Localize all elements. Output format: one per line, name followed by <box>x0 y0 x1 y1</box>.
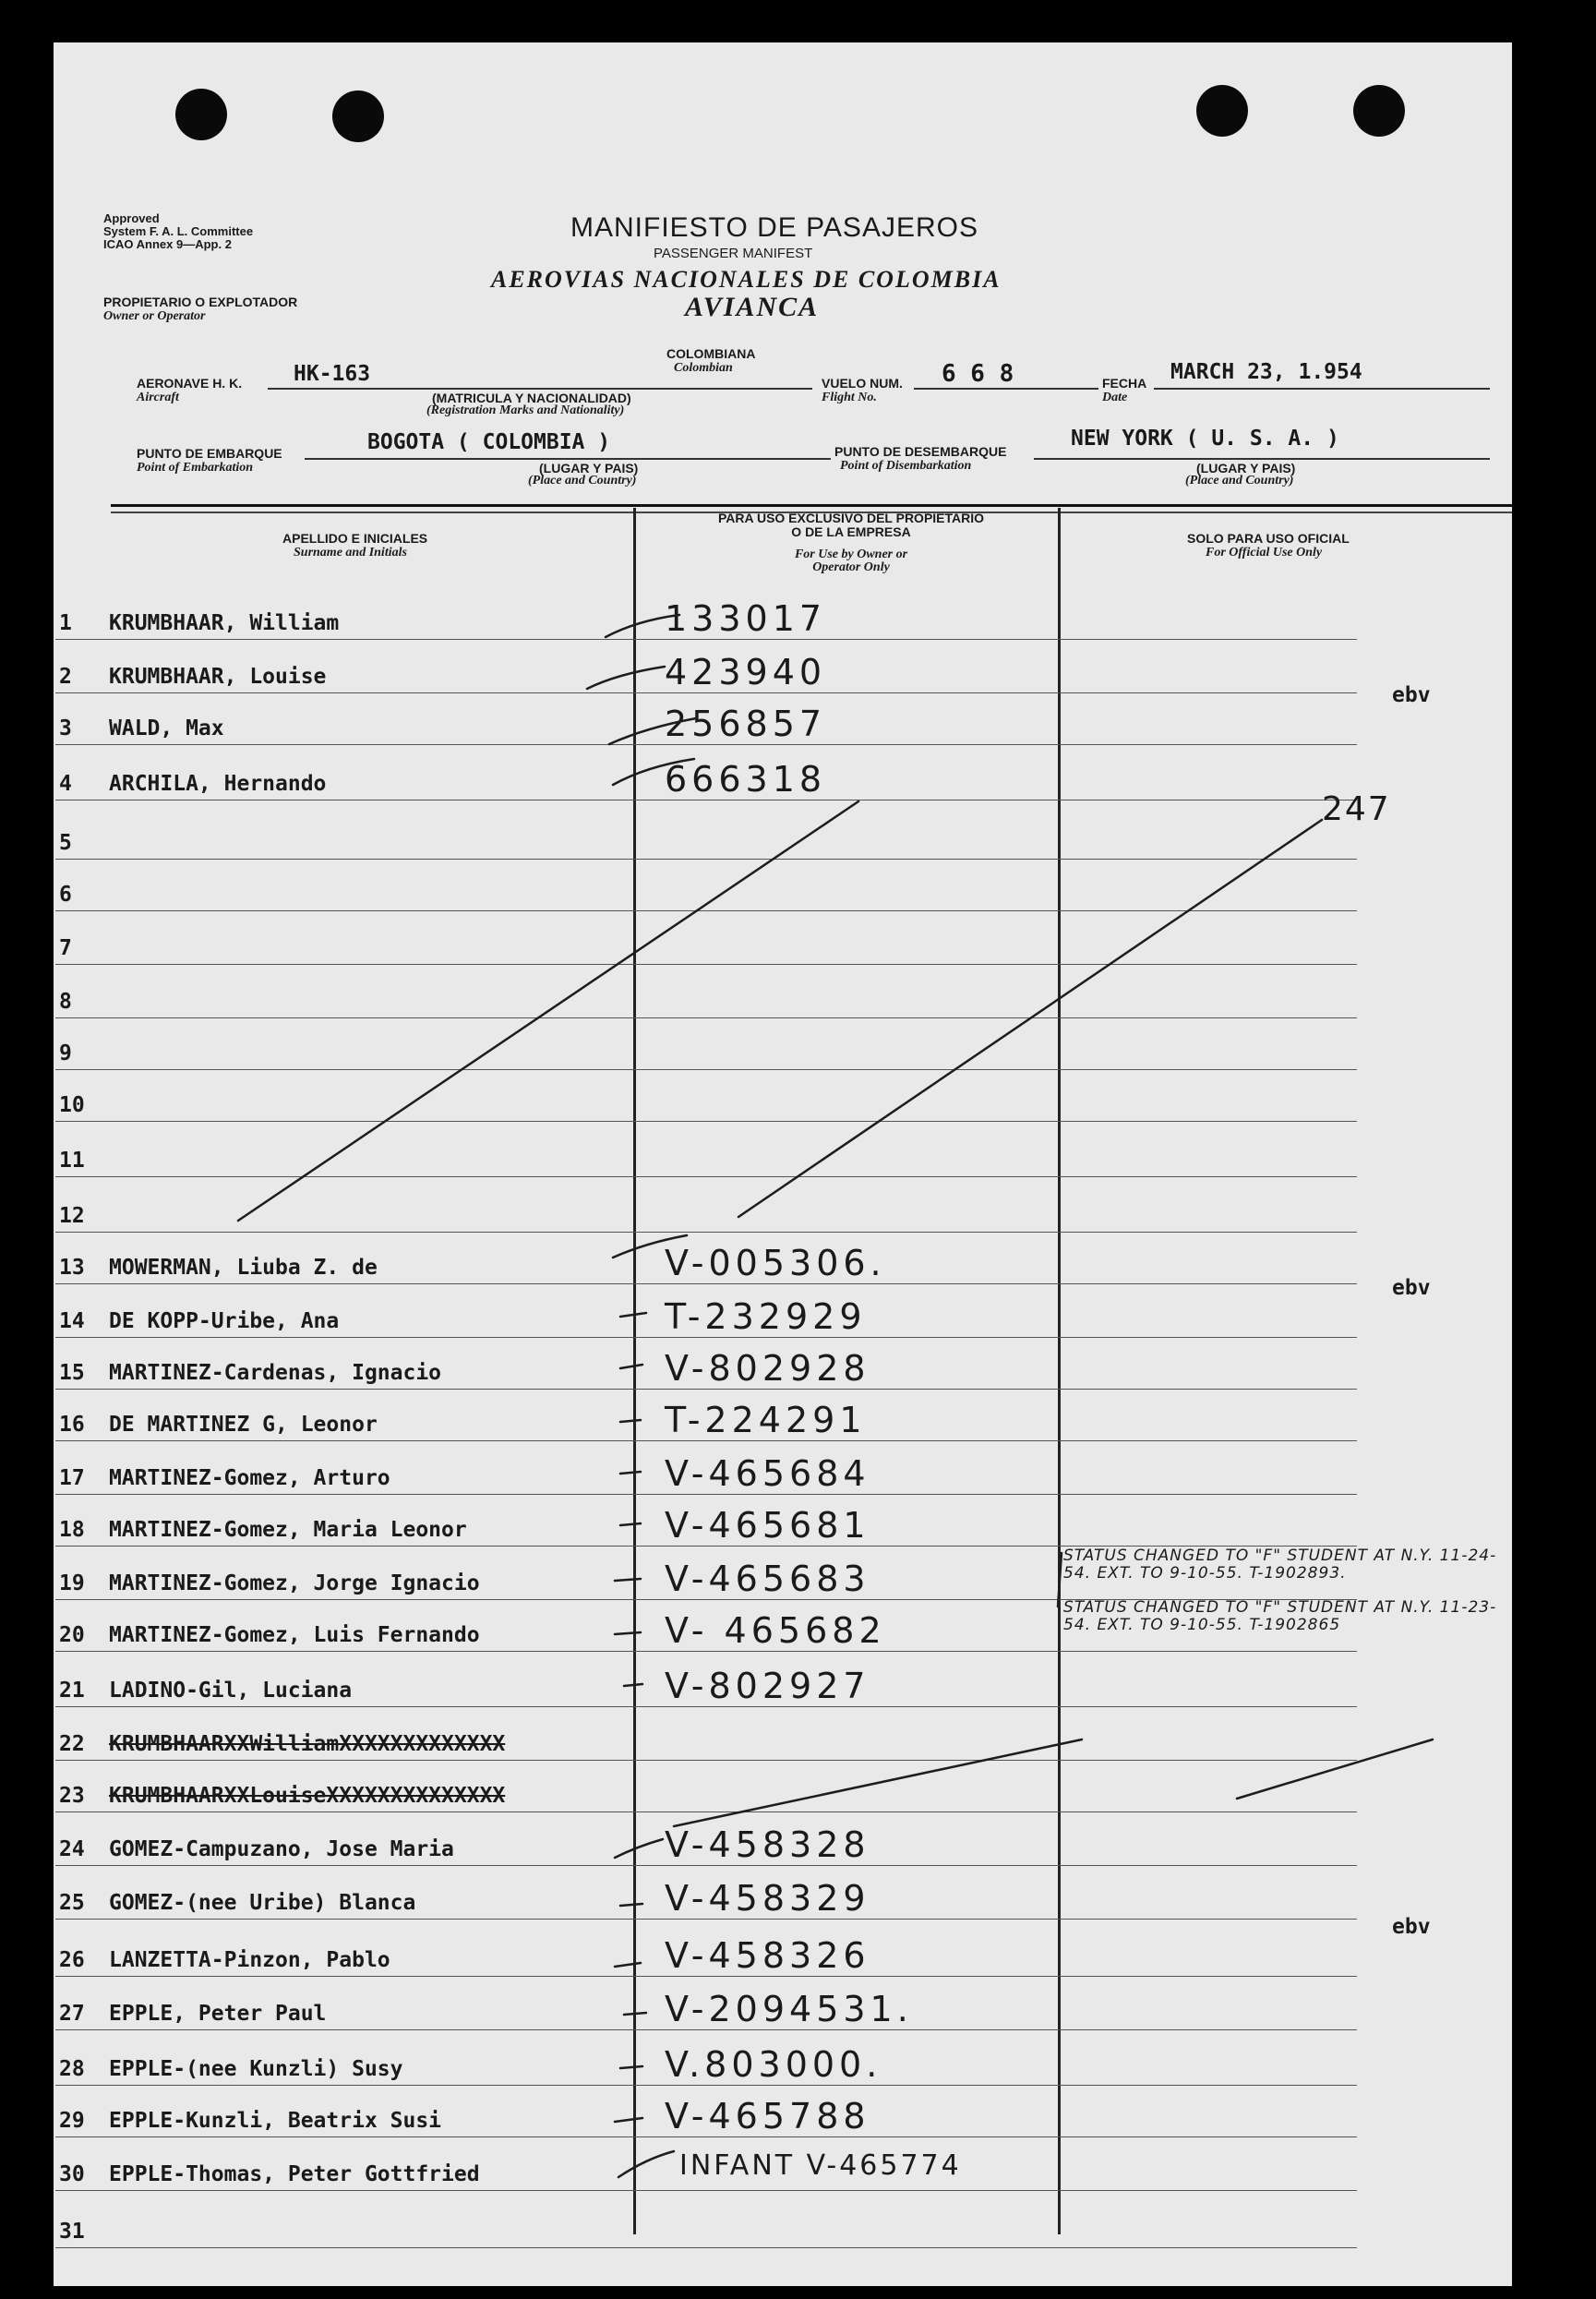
passenger-name: EPPLE-(nee Kunzli) Susy <box>109 2057 403 2081</box>
passenger-name: GOMEZ-Campuzano, Jose Maria <box>109 1837 454 1861</box>
date-label: FECHA <box>1102 376 1147 391</box>
date-value: MARCH 23, 1.954 <box>1170 360 1362 384</box>
passenger-name: ARCHILA, Hernando <box>109 772 327 796</box>
passenger-name: GOMEZ-(nee Uribe) Blanca <box>109 1891 416 1915</box>
tick-20 <box>615 1632 641 1634</box>
tick-25 <box>620 1904 642 1906</box>
passenger-name: EPPLE-Kunzli, Beatrix Susi <box>109 2109 442 2133</box>
tick-17 <box>620 1472 641 1474</box>
row-number: 1 <box>59 611 72 635</box>
document-number: V-465683 <box>665 1559 870 1599</box>
official-note: STATUS CHANGED TO "F" STUDENT AT N.Y. 11-24-54. EXT. TO 9-10-55. T-1902893. <box>1063 1547 1497 1583</box>
approval-line-2: System F. A. L. Committee <box>103 224 254 238</box>
passenger-name: EPPLE-Thomas, Peter Gottfried <box>109 2162 480 2186</box>
document-number: V-465684 <box>665 1453 870 1494</box>
row-number: 29 <box>59 2109 85 2133</box>
document-number: V-802928 <box>665 1348 870 1389</box>
tick-13 <box>613 1235 687 1258</box>
tick-4 <box>613 759 694 785</box>
row-number: 30 <box>59 2162 85 2186</box>
official-note: ebv <box>1392 683 1431 707</box>
owner-header-en-line-1: For Use by Owner or <box>794 548 908 561</box>
tick-30 <box>618 2151 674 2177</box>
row-number: 19 <box>59 1571 85 1595</box>
passenger-name: LADINO-Gil, Luciana <box>109 1679 353 1703</box>
passenger-name: MOWERMAN, Liuba Z. de <box>109 1256 378 1280</box>
passenger-name: DE MARTINEZ G, Leonor <box>109 1413 378 1437</box>
aircraft-value: HK-163 <box>294 362 371 386</box>
row-number: 2 <box>59 665 72 689</box>
row-number: 28 <box>59 2057 85 2081</box>
registration-label: (MATRICULA Y NACIONALIDAD) <box>432 391 631 405</box>
owner-header-en-line-2: Operator Only <box>812 560 890 574</box>
owner-label: PROPIETARIO O EXPLOTADOR <box>103 295 298 309</box>
tick-15 <box>620 1365 642 1368</box>
embark-value: BOGOTA ( COLOMBIA ) <box>367 430 611 454</box>
nationality-label: COLOMBIANA <box>666 346 756 361</box>
row-number: 10 <box>59 1093 85 1117</box>
tick-26 <box>615 1963 641 1967</box>
row-number: 22 <box>59 1732 85 1756</box>
disembark-place-label: (LUGAR Y PAIS) <box>1196 461 1296 475</box>
tick-16 <box>620 1420 641 1422</box>
row-number: 18 <box>59 1518 85 1542</box>
document-number: V- 465682 <box>665 1610 886 1651</box>
tick-27 <box>624 2013 646 2015</box>
passenger-name: KRUMBHAAR, William <box>109 611 340 635</box>
void-slash-left <box>238 801 858 1221</box>
row-number: 5 <box>59 831 72 855</box>
passenger-name: DE KOPP-Uribe, Ana <box>109 1309 340 1333</box>
tick-24 <box>615 1839 663 1858</box>
passenger-name: KRUMBHAARXXWilliamXXXXXXXXXXXXX <box>109 1732 506 1756</box>
official-note: STATUS CHANGED TO "F" STUDENT AT N.Y. 11-23-54. EXT. TO 9-10-55. T-1902865 <box>1063 1598 1497 1634</box>
passenger-name: MARTINEZ-Cardenas, Ignacio <box>109 1361 442 1385</box>
passenger-name: MARTINEZ-Gomez, Arturo <box>109 1466 390 1490</box>
airline-name: AEROVIAS NACIONALES DE COLOMBIA <box>491 266 1002 293</box>
row-number: 16 <box>59 1413 85 1437</box>
tick-21 <box>624 1684 642 1686</box>
document-number: V-458328 <box>665 1824 870 1865</box>
row-number: 27 <box>59 2002 85 2026</box>
document-number: 133017 <box>665 598 827 639</box>
row-number: 21 <box>59 1679 85 1703</box>
row-number: 25 <box>59 1891 85 1915</box>
embark-place-label: (LUGAR Y PAIS) <box>539 461 639 475</box>
official-column-header-en: For Official Use Only <box>1206 546 1323 560</box>
owner-header-line-2: O DE LA EMPRESA <box>791 524 911 539</box>
disembark-place-label-en: (Place and Country) <box>1185 474 1294 487</box>
document-number: T-232929 <box>665 1296 867 1337</box>
document-number: INFANT V-465774 <box>679 2149 962 2182</box>
document-number: V-465681 <box>665 1505 870 1546</box>
document-number: V-802927 <box>665 1666 870 1706</box>
document-number: V-005306. <box>665 1243 886 1283</box>
flight-value: 6 6 8 <box>942 360 1014 388</box>
passenger-name: EPPLE, Peter Paul <box>109 2002 327 2026</box>
row-number: 17 <box>59 1466 85 1490</box>
page-title: MANIFIESTO DE PASAJEROS <box>570 212 978 243</box>
official-note: 247 <box>1322 790 1391 828</box>
tick-3 <box>609 718 696 744</box>
row-number: 3 <box>59 716 72 740</box>
airline-brand: AVIANCA <box>685 292 820 322</box>
passenger-name: MARTINEZ-Gomez, Maria Leonor <box>109 1518 467 1542</box>
row-number: 7 <box>59 936 72 960</box>
date-label-en: Date <box>1102 391 1128 404</box>
tick-28 <box>620 2066 642 2068</box>
row-number: 9 <box>59 1041 72 1065</box>
tick-18 <box>620 1523 641 1525</box>
embark-label-en: Point of Embarkation <box>137 461 254 475</box>
document-number: V-458329 <box>665 1878 870 1919</box>
nationality-label-en: Colombian <box>674 361 733 375</box>
embark-label: PUNTO DE EMBARQUE <box>137 446 282 461</box>
disembark-label-en: Point of Disembarkation <box>840 459 972 473</box>
tick-29 <box>615 2118 642 2122</box>
row-number: 15 <box>59 1361 85 1385</box>
disembark-label: PUNTO DE DESEMBARQUE <box>834 444 1007 459</box>
official-note: ebv <box>1392 1276 1431 1300</box>
tick-1 <box>606 615 679 637</box>
aircraft-label-en: Aircraft <box>137 391 179 404</box>
row-number: 24 <box>59 1837 85 1861</box>
row-number: 14 <box>59 1309 85 1333</box>
page-subtitle: PASSENGER MANIFEST <box>654 246 813 261</box>
passenger-name: KRUMBHAAR, Louise <box>109 665 327 689</box>
official-column-header: SOLO PARA USO OFICIAL <box>1187 531 1350 546</box>
passenger-name: LANZETTA-Pinzon, Pablo <box>109 1948 390 1972</box>
aircraft-label: AERONAVE H. K. <box>137 376 243 391</box>
registration-label-en: (Registration Marks and Nationality) <box>426 403 625 417</box>
document-number: 666318 <box>665 759 827 800</box>
passenger-name: MARTINEZ-Gomez, Luis Fernando <box>109 1623 480 1647</box>
row-number: 8 <box>59 990 72 1014</box>
passenger-name: WALD, Max <box>109 716 224 740</box>
document-number: 423940 <box>665 652 827 692</box>
owner-header-line-1: PARA USO EXCLUSIVO DEL PROPIETARIO <box>717 511 985 525</box>
document-number: V-465788 <box>665 2096 870 2137</box>
document-number: T-224291 <box>665 1400 867 1440</box>
row-number: 12 <box>59 1204 85 1228</box>
document-number: V.803000. <box>665 2044 882 2085</box>
row-number: 26 <box>59 1948 85 1972</box>
document-number: V-2094531. <box>665 1989 913 2029</box>
name-column-header-en: Surname and Initials <box>294 546 407 560</box>
disembark-value: NEW YORK ( U. S. A. ) <box>1071 427 1339 451</box>
official-note: ebv <box>1392 1915 1431 1939</box>
owner-label-en: Owner or Operator <box>103 309 206 323</box>
document-number: 256857 <box>665 704 827 744</box>
flight-label-en: Flight No. <box>822 391 877 404</box>
tick-19 <box>615 1579 641 1581</box>
void-slash-row22-official <box>1237 1739 1433 1799</box>
embark-place-label-en: (Place and Country) <box>528 474 637 487</box>
approval-line-3: ICAO Annex 9—App. 2 <box>103 237 232 251</box>
row-number: 20 <box>59 1623 85 1647</box>
row-number: 31 <box>59 2220 85 2244</box>
passenger-name: MARTINEZ-Gomez, Jorge Ignacio <box>109 1571 480 1595</box>
flight-label: VUELO NUM. <box>822 376 903 391</box>
tick-2 <box>587 667 665 689</box>
row-number: 6 <box>59 883 72 907</box>
void-slash-right <box>738 820 1322 1217</box>
passenger-name: KRUMBHAARXXLouiseXXXXXXXXXXXXXX <box>109 1784 506 1808</box>
document-number: V-458326 <box>665 1935 870 1976</box>
name-column-header: APELLIDO E INICIALES <box>282 531 428 546</box>
tick-14 <box>620 1313 646 1317</box>
void-slash-row22-owner <box>674 1739 1082 1826</box>
approval-line-1: Approved <box>103 211 160 225</box>
row-number: 13 <box>59 1256 85 1280</box>
row-number: 11 <box>59 1149 85 1173</box>
official-bracket-19 <box>1058 1553 1062 1607</box>
row-number: 4 <box>59 772 72 796</box>
row-number: 23 <box>59 1784 85 1808</box>
